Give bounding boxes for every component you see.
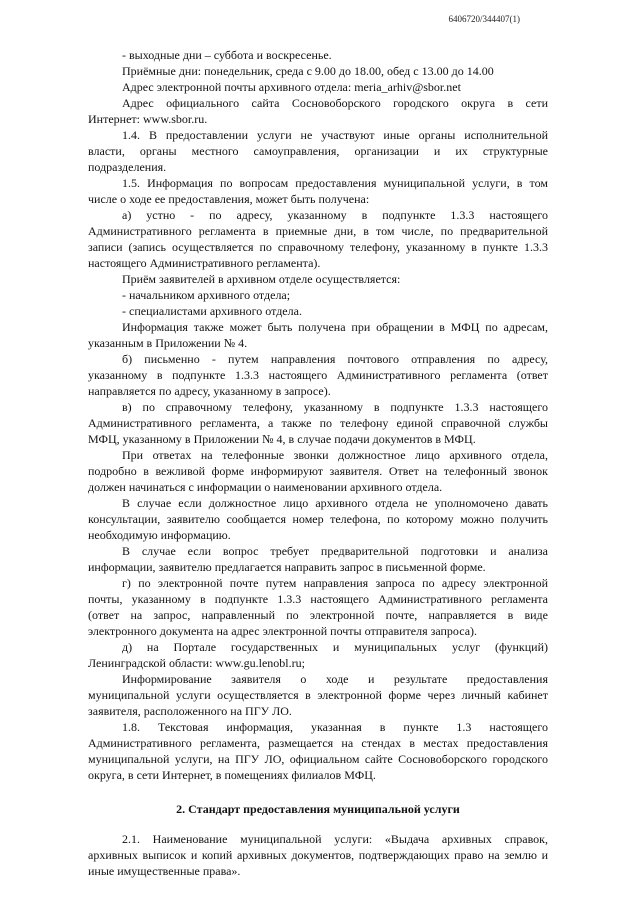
text-line: д) на Портале государственных и муниципальных услуг (функций) (122, 640, 548, 654)
text-line: г) по электронной почте путем направления запроса по адресу электронной (122, 576, 548, 590)
text-line: МФЦ, указанному в Приложении № 4, в случае подачи документов в МФЦ. (88, 432, 476, 446)
text-line: подробно в вежливой форме информируют заявителя. Ответ на телефонный звонок (88, 464, 548, 478)
text-line: 1.5. Информация по вопросам предоставления муниципальной услуги, в том (122, 176, 548, 190)
text-line: должен начинаться с информации о наименовании архивного отдела. (88, 480, 443, 494)
text-line: власти, органы местного самоуправления, организации и их структурные (88, 144, 548, 158)
text-line: почты, указанному в подпункте 1.3.3 настоящего Административного регламента (88, 592, 548, 606)
text-line: Административного регламента, размещается на стендах в местах предоставления (88, 736, 548, 750)
text-line: муниципальной услуги, на ПГУ ЛО, официальном сайте Сосновоборского городского (88, 752, 548, 766)
section-2-paragraph (88, 831, 548, 879)
text-line: направляется по адресу, указанному в запросе). (88, 384, 331, 398)
section-heading: 2. Стандарт предоставления муниципальной услуги (176, 802, 460, 816)
text-line: подразделения. (88, 160, 167, 174)
paragraph-block (88, 47, 548, 783)
text-line: При ответах на телефонные звонки должностное лицо архивного отдела, (122, 448, 548, 462)
text-line: информации, заявителю предлагается направить запрос в письменной форме. (88, 560, 486, 574)
text-line: Административного регламента в приемные дни, в том числе, по предварительной (88, 224, 548, 238)
text-line: - начальником архивного отдела; (122, 288, 291, 302)
document-body (88, 47, 548, 879)
text-line: числе о ходе ее предоставления, может быть получена: (88, 192, 370, 206)
text-line: В случае если вопрос требует предварительной подготовки и анализа (122, 544, 548, 558)
text-line: настоящего Административного регламента). (88, 256, 321, 270)
text-line: Приём заявителей в архивном отделе осуществляется: (122, 272, 401, 286)
text-line: В случае если должностное лицо архивного отдела не уполномочено давать (122, 496, 548, 510)
text-line: Ленинградской области: www.gu.lenobl.ru; (88, 656, 305, 670)
text-line: муниципальной услуги осуществляется в электронной форме через личный кабинет (88, 688, 548, 702)
text-line: архивных выписок и копий архивных документов, подтверждающих право на землю и (88, 848, 548, 862)
text-line: - выходные дни – суббота и воскресенье. (122, 48, 332, 62)
text-line: 1.8. Текстовая информация, указанная в пункте 1.3 настоящего (122, 720, 548, 734)
text-line: Адрес электронной почты архивного отдела: meria_arhiv@sbor.net (122, 80, 461, 94)
text-line: записи (запись осуществляется по справочному телефону, указанному в пункте 1.3.3 (88, 240, 548, 254)
text-line: (ответ на запрос, направленный по электронной почте, направляется в виде (88, 608, 548, 622)
text-line: необходимую информацию. (88, 528, 231, 542)
text-line: - специалистами архивного отдела. (122, 304, 302, 318)
text-line: Информирование заявителя о ходе и результате предоставления (122, 672, 548, 686)
text-line: заявителя, расположенного на ПГУ ЛО. (88, 704, 292, 718)
text-line: указанному в подпункте 1.3.3 настоящего Административного регламента (ответ (88, 368, 548, 382)
text-line: консультации, заявителю сообщается номер телефона, по которому можно получить (88, 512, 548, 526)
text-line: 1.4. В предоставлении услуги не участвуют иные органы исполнительной (122, 128, 548, 142)
text-line: Интернет: www.sbor.ru. (88, 112, 208, 126)
text-line: Административного регламента, а также по телефону единой справочной службы (88, 416, 548, 430)
text-line: 2.1. Наименование муниципальной услуги: «Выдача архивных справок, (122, 832, 548, 846)
text-line: электронного документа на адрес электронной почты отправителя запроса). (88, 624, 478, 638)
document-number: 6406720/344407(1) (448, 14, 520, 24)
text-line: Адрес официального сайта Сосновоборского городского округа в сети (122, 96, 548, 110)
text-line: Информация также может быть получена при обращении в МФЦ по адресам, (122, 320, 548, 334)
text-line: Приёмные дни: понедельник, среда с 9.00 до 18.00, обед с 13.00 до 14.00 (122, 64, 494, 78)
text-line: округа, в сети Интернет, в помещениях филиалов МФЦ. (88, 768, 376, 782)
text-line: б) письменно - путем направления почтового отправления по адресу, (122, 352, 548, 366)
text-line: указанным в Приложении № 4. (88, 336, 248, 350)
text-line: иные имущественные права». (88, 864, 241, 878)
text-line: а) устно - по адресу, указанному в подпункте 1.3.3 настоящего (122, 208, 548, 222)
text-line: в) по справочному телефону, указанному в подпункте 1.3.3 настоящего (122, 400, 548, 414)
